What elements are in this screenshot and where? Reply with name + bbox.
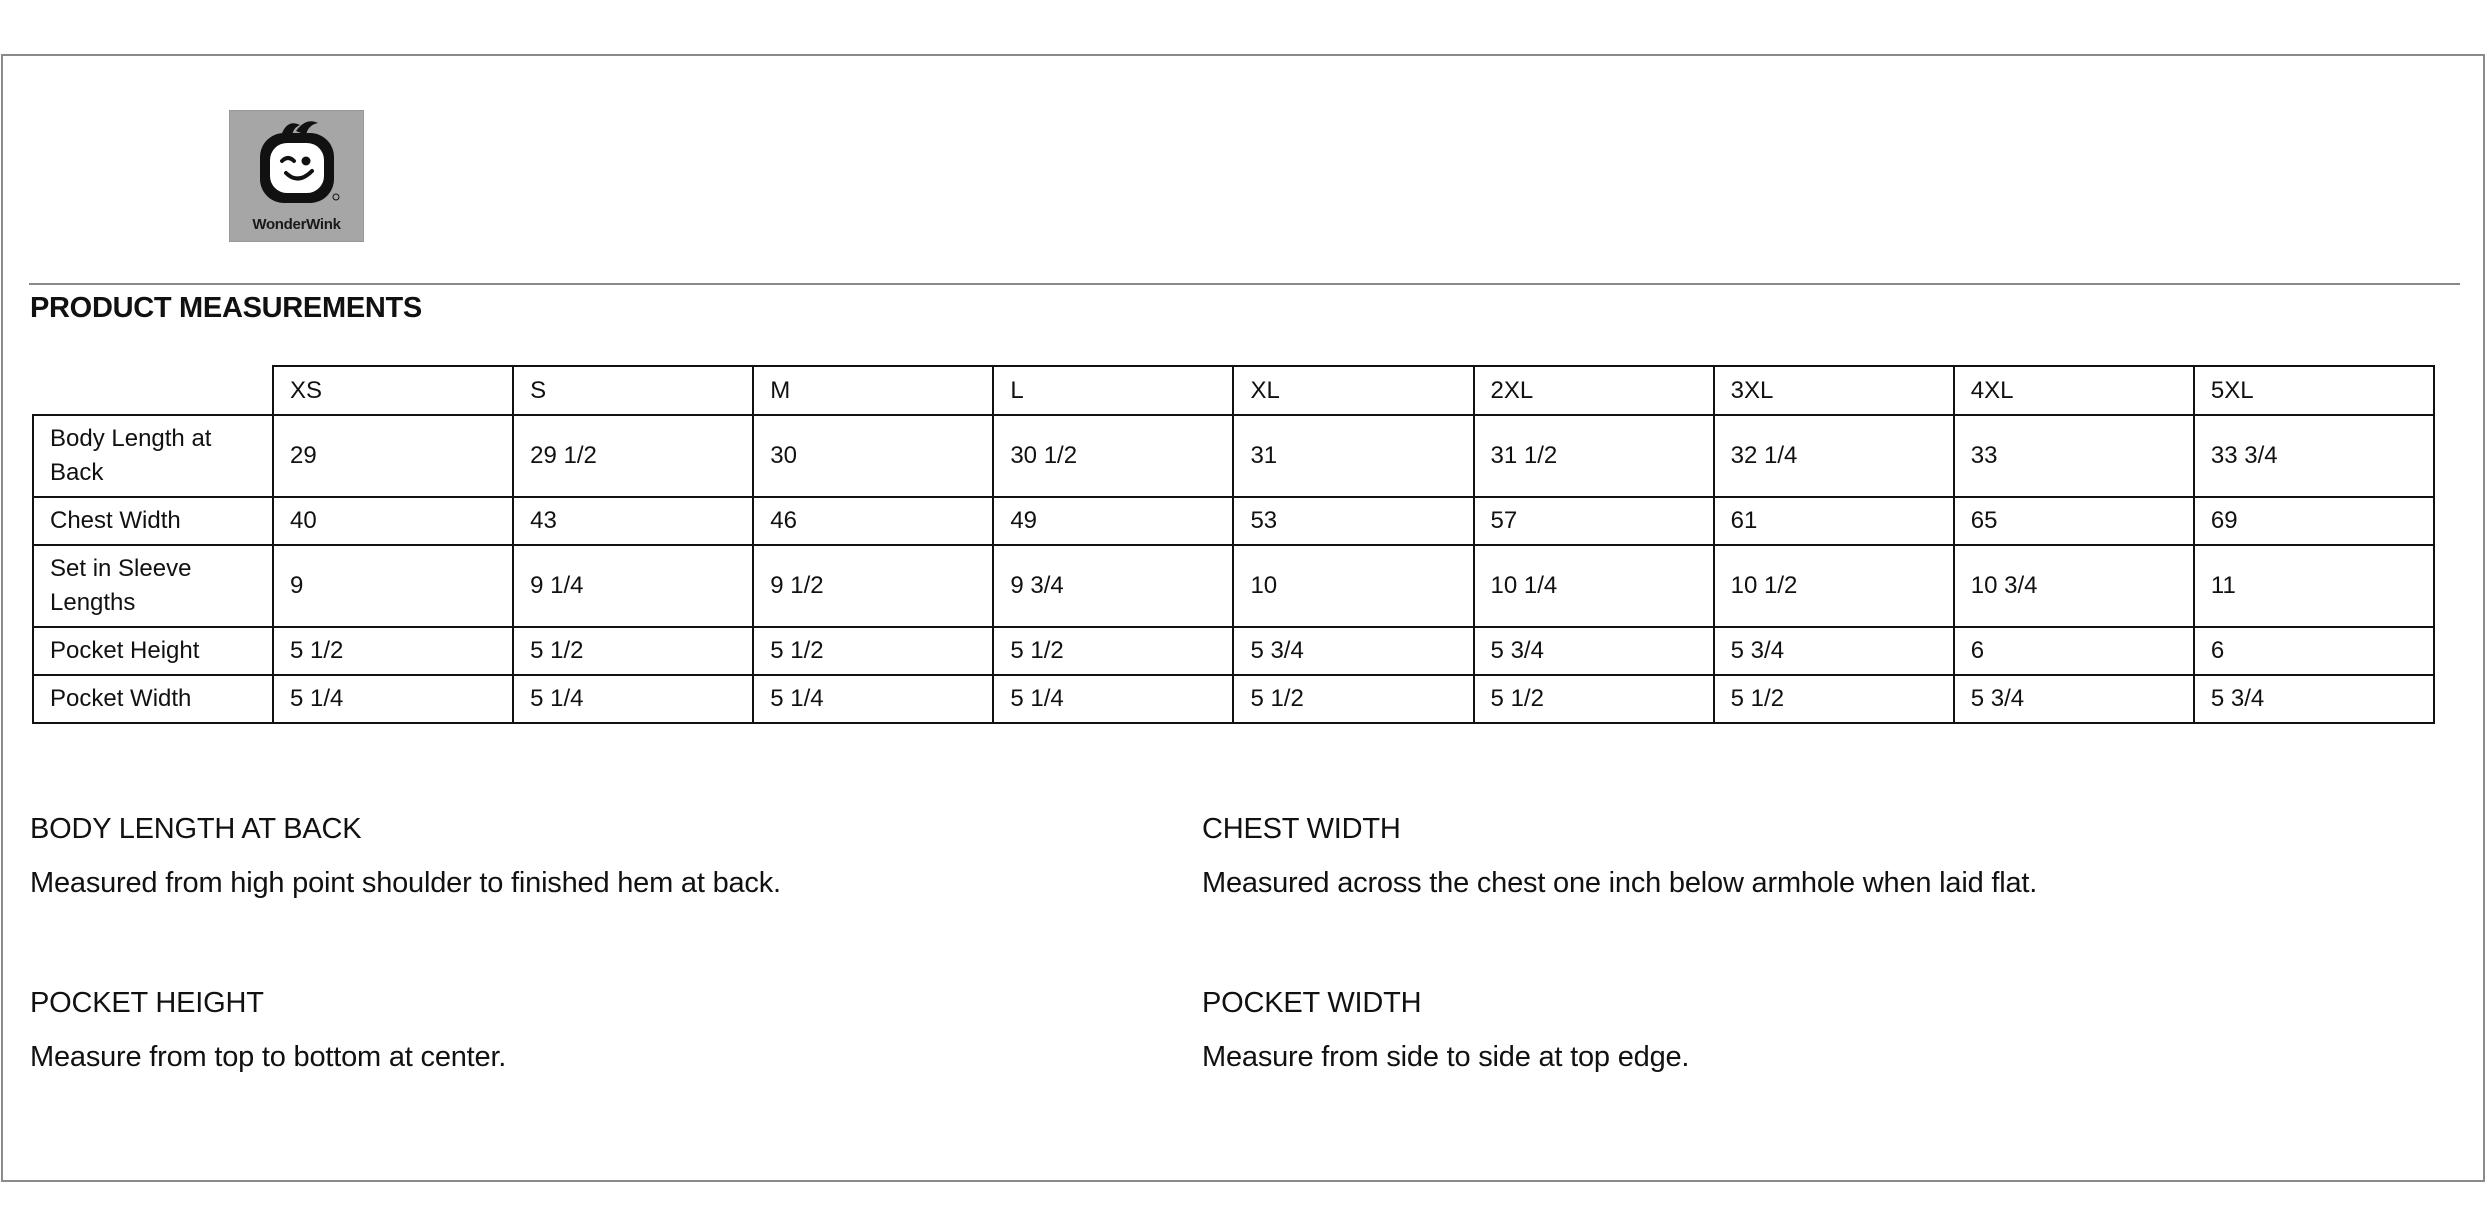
table-cell: 5 1/4	[273, 675, 513, 723]
table-row	[33, 415, 2434, 497]
table-cell: 61	[1714, 497, 1954, 545]
table-cell: 40	[273, 497, 513, 545]
table-cell: 5 1/2	[1474, 675, 1714, 723]
table-cell: 5 1/4	[993, 675, 1233, 723]
table-row	[33, 627, 2434, 675]
table-cell: 30	[753, 415, 993, 497]
table-cell: 9 1/2	[753, 545, 993, 627]
table-cell: 6	[2194, 627, 2434, 675]
table-cell: 57	[1474, 497, 1714, 545]
header-corner-cell	[33, 366, 273, 415]
description-pocket-height	[30, 986, 506, 1074]
table-cell: 5 3/4	[1954, 675, 2194, 723]
table-cell: 33 3/4	[2194, 415, 2434, 497]
table-cell: 53	[1233, 497, 1473, 545]
row-label-cell: Pocket Width	[33, 675, 273, 723]
table-row	[33, 497, 2434, 545]
description-body-length	[30, 812, 781, 900]
table-cell: 33	[1954, 415, 2194, 497]
table-cell: 9 1/4	[513, 545, 753, 627]
table-cell: 5 1/2	[273, 627, 513, 675]
logo-wordmark: WonderWink	[252, 216, 341, 233]
description-text: Measured from high point shoulder to finished hem at back.	[30, 867, 781, 899]
description-text: Measured across the chest one inch below armhole when laid flat.	[1202, 867, 2038, 899]
table-cell: 5 1/2	[1233, 675, 1473, 723]
table-cell: 10 1/2	[1714, 545, 1954, 627]
table-cell: 29 1/2	[513, 415, 753, 497]
table-cell: 29	[273, 415, 513, 497]
table-cell: 5 3/4	[2194, 675, 2434, 723]
table-cell: 31 1/2	[1474, 415, 1714, 497]
size-header-cell: XL	[1233, 366, 1473, 415]
table-cell: 11	[2194, 545, 2434, 627]
description-text: Measure from top to bottom at center.	[30, 1041, 507, 1073]
table-header-row	[33, 366, 2434, 415]
table-cell: 49	[993, 497, 1233, 545]
table-cell: 5 1/2	[993, 627, 1233, 675]
row-label-cell: Pocket Height	[33, 627, 273, 675]
header-divider	[29, 283, 2460, 285]
description-pocket-width	[1202, 986, 1689, 1074]
description-title: POCKET WIDTH	[1202, 987, 1422, 1019]
table-cell: 69	[2194, 497, 2434, 545]
table-cell: 32 1/4	[1714, 415, 1954, 497]
table-cell: 9	[273, 545, 513, 627]
row-label-cell: Set in Sleeve Lengths	[33, 545, 273, 627]
table-cell: 30 1/2	[993, 415, 1233, 497]
brand-logo	[229, 110, 364, 242]
size-header-cell: 3XL	[1714, 366, 1954, 415]
size-header-cell: 2XL	[1474, 366, 1714, 415]
description-title: CHEST WIDTH	[1202, 813, 1401, 845]
description-text: Measure from side to side at top edge.	[1202, 1041, 1690, 1073]
size-header-cell: 4XL	[1954, 366, 2194, 415]
table-cell: 6	[1954, 627, 2194, 675]
table-cell: 5 3/4	[1714, 627, 1954, 675]
table-cell: 46	[753, 497, 993, 545]
table-cell: 65	[1954, 497, 2194, 545]
table-cell: 5 1/4	[753, 675, 993, 723]
table-cell: 5 1/2	[513, 627, 753, 675]
table-cell: 10 3/4	[1954, 545, 2194, 627]
row-label-cell: Chest Width	[33, 497, 273, 545]
table-row	[33, 545, 2434, 627]
size-header-cell: 5XL	[2194, 366, 2434, 415]
size-header-cell: L	[993, 366, 1233, 415]
description-title: BODY LENGTH AT BACK	[30, 813, 362, 845]
table-cell: 5 3/4	[1233, 627, 1473, 675]
table-cell: 10	[1233, 545, 1473, 627]
table-cell: 9 3/4	[993, 545, 1233, 627]
table-cell: 43	[513, 497, 753, 545]
row-label-cell: Body Length at Back	[33, 415, 273, 497]
table-cell: 5 1/4	[513, 675, 753, 723]
table-cell: 31	[1233, 415, 1473, 497]
table-cell: 5 3/4	[1474, 627, 1714, 675]
measurements-table	[32, 365, 2435, 724]
table-cell: 10 1/4	[1474, 545, 1714, 627]
table-cell: 5 1/2	[1714, 675, 1954, 723]
description-chest-width	[1202, 812, 2037, 900]
size-header-cell: XS	[273, 366, 513, 415]
description-title: POCKET HEIGHT	[30, 987, 264, 1019]
table-row	[33, 675, 2434, 723]
size-header-cell: M	[753, 366, 993, 415]
table-cell: 5 1/2	[753, 627, 993, 675]
size-header-cell: S	[513, 366, 753, 415]
section-title: PRODUCT MEASUREMENTS	[30, 292, 422, 324]
